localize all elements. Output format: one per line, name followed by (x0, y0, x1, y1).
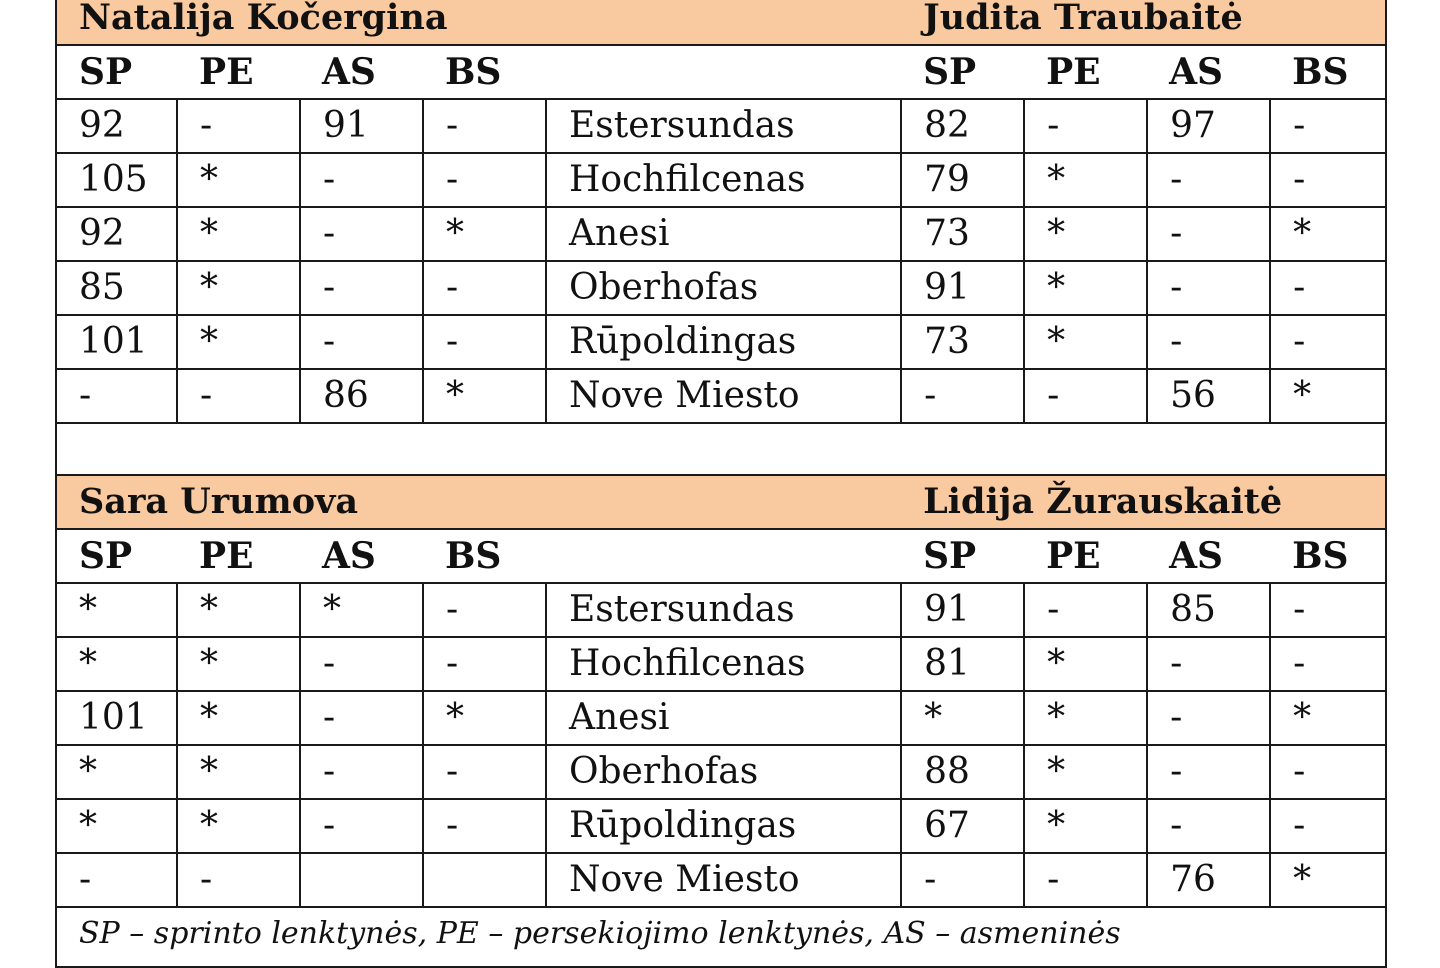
results-table-container (55, 0, 1385, 968)
column-header: SP (901, 45, 1024, 99)
result-row (56, 315, 1386, 369)
left-athlete-value: - (423, 99, 546, 153)
left-athlete-value (300, 853, 423, 907)
spacer-row (56, 423, 1386, 475)
left-athlete-value: - (423, 799, 546, 853)
right-athlete-value: * (1024, 637, 1147, 691)
right-athlete-value: - (901, 853, 1024, 907)
column-header-row (56, 529, 1386, 583)
right-athlete-value: 97 (1147, 99, 1270, 153)
left-athlete-value: * (177, 315, 300, 369)
left-athlete-value (423, 853, 546, 907)
left-athlete-value: - (423, 315, 546, 369)
venue-name: Estersundas (546, 583, 901, 637)
result-row (56, 99, 1386, 153)
column-header: BS (1270, 529, 1386, 583)
athlete-name-right: Lidija Žurauskaitė (901, 475, 1386, 529)
athlete-name-left: Sara Urumova (56, 475, 901, 529)
left-athlete-value: * (177, 691, 300, 745)
left-athlete-value: * (177, 745, 300, 799)
result-row (56, 745, 1386, 799)
right-athlete-value: 56 (1147, 369, 1270, 423)
left-athlete-value: * (177, 799, 300, 853)
right-athlete-value: 73 (901, 315, 1024, 369)
right-athlete-value: 73 (901, 207, 1024, 261)
right-athlete-value: * (1024, 691, 1147, 745)
left-athlete-value: * (56, 745, 177, 799)
venue-name: Oberhofas (546, 261, 901, 315)
right-athlete-value: * (1024, 745, 1147, 799)
right-athlete-value: * (1270, 369, 1386, 423)
right-athlete-value: - (1270, 637, 1386, 691)
right-athlete-value: - (901, 369, 1024, 423)
left-athlete-value: * (177, 153, 300, 207)
column-header: PE (1024, 529, 1147, 583)
results-table-body (56, 0, 1386, 967)
right-athlete-value: * (901, 691, 1024, 745)
left-athlete-value: - (300, 315, 423, 369)
column-header: BS (423, 529, 546, 583)
athlete-name-right: Judita Traubaitė (901, 0, 1386, 45)
right-athlete-value: - (1147, 637, 1270, 691)
result-row (56, 369, 1386, 423)
right-athlete-value: * (1024, 153, 1147, 207)
legend-footnote: SP – sprinto lenktynės, PE – persekiojimo lenktynės, AS – asmeninės (56, 907, 1386, 967)
right-athlete-value: 91 (901, 583, 1024, 637)
column-header-row (56, 45, 1386, 99)
venue-name: Estersundas (546, 99, 901, 153)
right-athlete-value: 88 (901, 745, 1024, 799)
column-header: SP (56, 529, 177, 583)
venue-name: Anesi (546, 691, 901, 745)
athlete-name-left: Natalija Kočergina (56, 0, 901, 45)
right-athlete-value: 81 (901, 637, 1024, 691)
place-header-empty (546, 45, 901, 99)
right-athlete-value: - (1270, 583, 1386, 637)
right-athlete-value: - (1270, 315, 1386, 369)
right-athlete-value: - (1024, 369, 1147, 423)
right-athlete-value: 79 (901, 153, 1024, 207)
left-athlete-value: 85 (56, 261, 177, 315)
column-header: AS (300, 529, 423, 583)
biathlon-results-table (55, 0, 1387, 968)
venue-name: Rūpoldingas (546, 315, 901, 369)
column-header: BS (1270, 45, 1386, 99)
column-header: PE (177, 45, 300, 99)
column-header: BS (423, 45, 546, 99)
left-athlete-value: * (423, 207, 546, 261)
right-athlete-value: - (1147, 153, 1270, 207)
left-athlete-value: 92 (56, 207, 177, 261)
left-athlete-value: * (177, 637, 300, 691)
right-athlete-value: - (1270, 799, 1386, 853)
left-athlete-value: - (56, 853, 177, 907)
right-athlete-value: * (1270, 853, 1386, 907)
left-athlete-value: - (300, 153, 423, 207)
venue-name: Anesi (546, 207, 901, 261)
right-athlete-value: * (1024, 315, 1147, 369)
right-athlete-value: - (1270, 745, 1386, 799)
column-header: PE (1024, 45, 1147, 99)
right-athlete-value: 85 (1147, 583, 1270, 637)
result-row (56, 583, 1386, 637)
result-row (56, 637, 1386, 691)
right-athlete-value: - (1270, 99, 1386, 153)
result-row (56, 153, 1386, 207)
left-athlete-value: - (177, 99, 300, 153)
left-athlete-value: 101 (56, 315, 177, 369)
right-athlete-value: - (1024, 583, 1147, 637)
column-header: PE (177, 529, 300, 583)
right-athlete-value: 91 (901, 261, 1024, 315)
left-athlete-value: - (300, 799, 423, 853)
result-row (56, 261, 1386, 315)
left-athlete-value: - (300, 261, 423, 315)
left-athlete-value: 91 (300, 99, 423, 153)
result-row (56, 799, 1386, 853)
left-athlete-value: 101 (56, 691, 177, 745)
left-athlete-value: * (300, 583, 423, 637)
left-athlete-value: - (300, 637, 423, 691)
left-athlete-value: - (423, 261, 546, 315)
left-athlete-value: - (56, 369, 177, 423)
left-athlete-value: * (56, 583, 177, 637)
right-athlete-value: - (1024, 99, 1147, 153)
right-athlete-value: - (1024, 853, 1147, 907)
venue-name: Hochfilcenas (546, 153, 901, 207)
venue-name: Oberhofas (546, 745, 901, 799)
left-athlete-value: - (300, 691, 423, 745)
right-athlete-value: 67 (901, 799, 1024, 853)
left-athlete-value: 105 (56, 153, 177, 207)
right-athlete-value: * (1024, 799, 1147, 853)
left-athlete-value: * (56, 799, 177, 853)
right-athlete-value: * (1024, 207, 1147, 261)
left-athlete-value: * (177, 207, 300, 261)
left-athlete-value: - (300, 207, 423, 261)
left-athlete-value: - (300, 745, 423, 799)
left-athlete-value: - (423, 153, 546, 207)
left-athlete-value: * (423, 369, 546, 423)
result-row (56, 207, 1386, 261)
left-athlete-value: - (423, 745, 546, 799)
result-row (56, 691, 1386, 745)
venue-name: Nove Miesto (546, 853, 901, 907)
left-athlete-value: * (177, 261, 300, 315)
right-athlete-value: - (1147, 261, 1270, 315)
right-athlete-value: - (1147, 207, 1270, 261)
left-athlete-value: - (177, 853, 300, 907)
left-athlete-value: 92 (56, 99, 177, 153)
result-row (56, 853, 1386, 907)
left-athlete-value: 86 (300, 369, 423, 423)
footnote-row (56, 907, 1386, 967)
left-athlete-value: - (423, 583, 546, 637)
column-header: AS (300, 45, 423, 99)
left-athlete-value: - (177, 369, 300, 423)
right-athlete-value: - (1147, 799, 1270, 853)
venue-name: Rūpoldingas (546, 799, 901, 853)
place-header-empty (546, 529, 901, 583)
right-athlete-value: - (1147, 691, 1270, 745)
athlete-names-row (56, 0, 1386, 45)
right-athlete-value: 76 (1147, 853, 1270, 907)
left-athlete-value: * (177, 583, 300, 637)
athlete-names-row (56, 475, 1386, 529)
venue-name: Hochfilcenas (546, 637, 901, 691)
right-athlete-value: 82 (901, 99, 1024, 153)
venue-name: Nove Miesto (546, 369, 901, 423)
right-athlete-value: - (1270, 153, 1386, 207)
column-header: SP (56, 45, 177, 99)
right-athlete-value: - (1147, 315, 1270, 369)
right-athlete-value: * (1270, 207, 1386, 261)
right-athlete-value: - (1270, 261, 1386, 315)
left-athlete-value: - (423, 637, 546, 691)
right-athlete-value: - (1147, 745, 1270, 799)
right-athlete-value: * (1270, 691, 1386, 745)
column-header: AS (1147, 45, 1270, 99)
right-athlete-value: * (1024, 261, 1147, 315)
left-athlete-value: * (423, 691, 546, 745)
column-header: AS (1147, 529, 1270, 583)
spacer-cell (56, 423, 1386, 475)
left-athlete-value: * (56, 637, 177, 691)
column-header: SP (901, 529, 1024, 583)
